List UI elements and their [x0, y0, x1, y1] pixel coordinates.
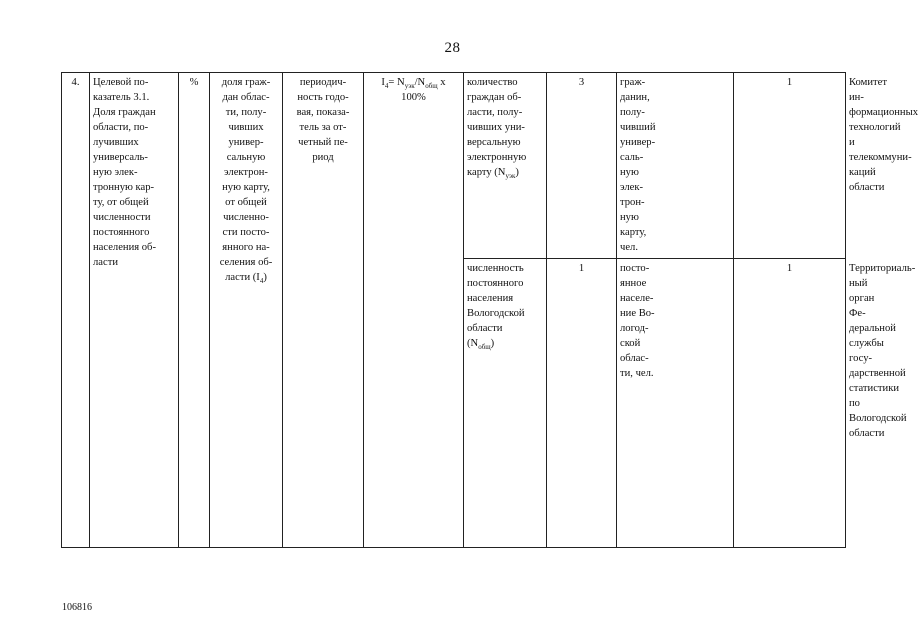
collection-method-1: 3	[547, 73, 617, 259]
indicator-definition: доля граж- дан облас- ти, полу- чивших универ- сальную электрон- ную карту, от общей численно- сти посто- янного на- селения об- ласти $(I_4)$	[210, 73, 283, 548]
indicator-table: 4. Целевой по- казатель 3.1. Доля граждан области, по- лучивших универсаль- ную элек- тронную кар- ту, от общей численности постоянного населения об- ласти % доля граж- дан облас- ти, полу- чивших универ- сальную электрон- ную карту, от общей численно- сти посто- янного на- селения об- ласти $(I_4)$ периодич- ность годо- вая, показа- тель за от- четный пе- риод $I_4= N_{уэк}/N_{общ}$ x 100% количество граждан об- ласти, полу- чивших уни- версальную электронную карту $(N_{уэк})$ 3 граж- данин, полу- чивший универ- саль- ную элек- трон- ную карту, чел. 1 Комитет ин- формационных технологий и телекоммуни- каций области численность постоянного населения Вологодской области $(N_{общ})$ 1 посто- янное населе- ние Во- логод- ской облас- ти, чел. 1 Территориаль- ный орган Фе- деральной службы госу- дарственной статистики по Вологодской области	[61, 72, 846, 548]
population-code-1: 1	[734, 73, 846, 259]
population-code-2: 1	[734, 259, 846, 548]
row-number: 4.	[62, 73, 90, 548]
base-indicator-1: количество граждан об- ласти, полу- чивших уни- версальную электронную карту $(N_{уэк})$	[464, 73, 547, 259]
page-number: 28	[444, 40, 461, 56]
periodicity: периодич- ность годо- вая, показа- тель за от- четный пе- риод	[283, 73, 364, 548]
collection-method-2: 1	[547, 259, 617, 548]
base-indicator-2: численность постоянного населения Вологодской области $(N_{общ})$	[464, 259, 547, 548]
base-unit-1: граж- данин, полу- чивший универ- саль- ную элек- трон- ную карту, чел.	[617, 73, 734, 259]
document-code: 106816	[62, 602, 92, 613]
calculation-formula: $I_4= N_{уэк}/N_{общ}$ x 100%	[364, 73, 464, 548]
indicator-name: Целевой по- казатель 3.1. Доля граждан области, по- лучивших универсаль- ную элек- тронную кар- ту, от общей численности постоянного населения об- ласти	[90, 73, 179, 548]
base-unit-2: посто- янное населе- ние Во- логод- ской облас- ти, чел.	[617, 259, 734, 548]
unit-of-measure: %	[179, 73, 210, 548]
